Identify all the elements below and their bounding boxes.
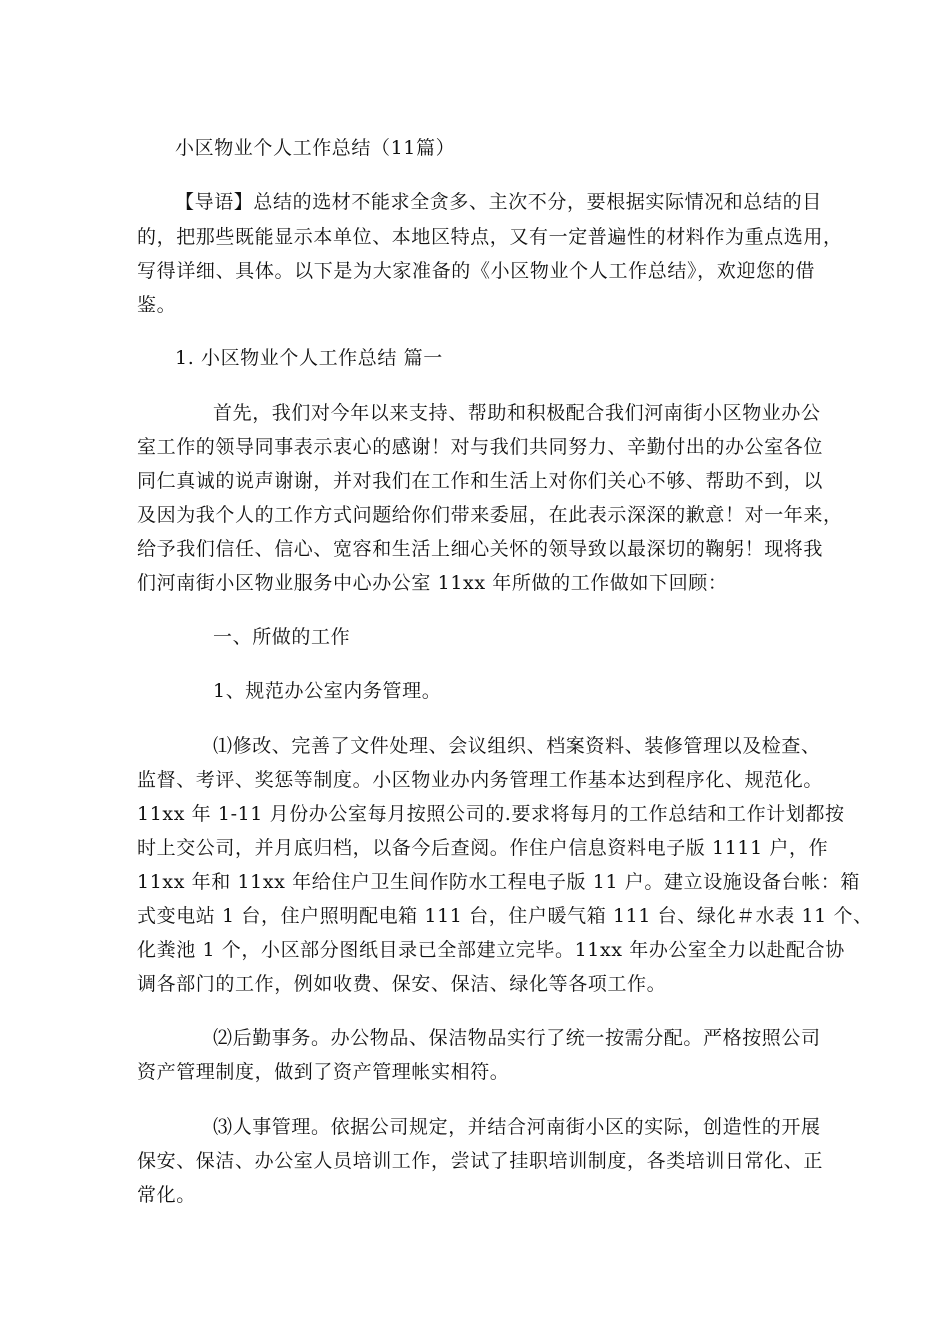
document-title: 小区物业个人工作总结（11篇） [175, 137, 456, 159]
intro-line: 鉴。 [137, 294, 177, 316]
subheading-work: 一、所做的工作 [213, 626, 351, 648]
paragraph-line: 同仁真诚的说声谢谢，并对我们在工作和生活上对你们关心不够、帮助不到，以 [137, 470, 824, 492]
paragraph-line: ⑶人事管理。依据公司规定，并结合河南街小区的实际，创造性的开展 [213, 1116, 821, 1138]
paragraph-line: 11xx 年和 11xx 年给住户卫生间作防水工程电子版 11 户。建立设施设备台帐：箱 [137, 871, 860, 893]
paragraph-line: 们河南街小区物业服务中心办公室 11xx 年所做的工作做如下回顾： [137, 572, 728, 594]
paragraph-line: 11xx 年 1-11 月份办公室每月按照公司的.要求将每月的工作总结和工作计划都按 [137, 803, 845, 825]
paragraph-line: 资产管理制度，做到了资产管理帐实相符。 [137, 1061, 510, 1083]
paragraph-line: 保安、保洁、办公室人员培训工作，尝试了挂职培训制度，各类培训日常化、正 [137, 1150, 824, 1172]
paragraph-line: 给予我们信任、信心、宽容和生活上细心关怀的领导致以最深切的鞠躬！现将我 [137, 538, 824, 560]
paragraph-line: 常化。 [137, 1184, 196, 1206]
paragraph-line: 式变电站 1 台，住户照明配电箱 111 台，住户暖气箱 111 台、绿化＃水表 11 个、 [137, 905, 873, 927]
paragraph-line: 首先，我们对今年以来支持、帮助和积极配合我们河南街小区物业办公 [213, 402, 821, 424]
paragraph-line: 时上交公司，并月底归档，以备今后查阅。作住户信息资料电子版 1111 户，作 [137, 837, 829, 859]
paragraph-line: ⑴修改、完善了文件处理、会议组织、档案资料、装修管理以及检查、 [213, 735, 821, 757]
intro-line: 的，把那些既能显示本单位、本地区特点，又有一定普遍性的材料作为重点选用， [137, 226, 843, 248]
paragraph-line: 及因为我个人的工作方式问题给你们带来委屈，在此表示深深的歉意！对一年来， [137, 504, 843, 526]
paragraph-line: 化粪池 1 个，小区部分图纸目录已全部建立完毕。11xx 年办公室全力以赴配合协 [137, 939, 845, 961]
subheading-office: 1、规范办公室内务管理。 [213, 680, 442, 702]
paragraph-line: 室工作的领导同事表示衷心的感谢！对与我们共同努力、辛勤付出的办公室各位 [137, 436, 824, 458]
paragraph-line: 调各部门的工作，例如收费、保安、保洁、绿化等各项工作。 [137, 973, 667, 995]
paragraph-line: ⑵后勤事务。办公物品、保洁物品实行了统一按需分配。严格按照公司 [213, 1027, 821, 1049]
intro-line: 写得详细、具体。以下是为大家准备的《小区物业个人工作总结》，欢迎您的借 [137, 260, 815, 282]
paragraph-line: 监督、考评、奖惩等制度。小区物业办内务管理工作基本达到程序化、规范化。 [137, 769, 824, 791]
intro-line: 【导语】总结的选材不能求全贪多、主次不分，要根据实际情况和总结的目 [175, 191, 822, 213]
section-heading: 1. 小区物业个人工作总结 篇一 [175, 347, 443, 369]
